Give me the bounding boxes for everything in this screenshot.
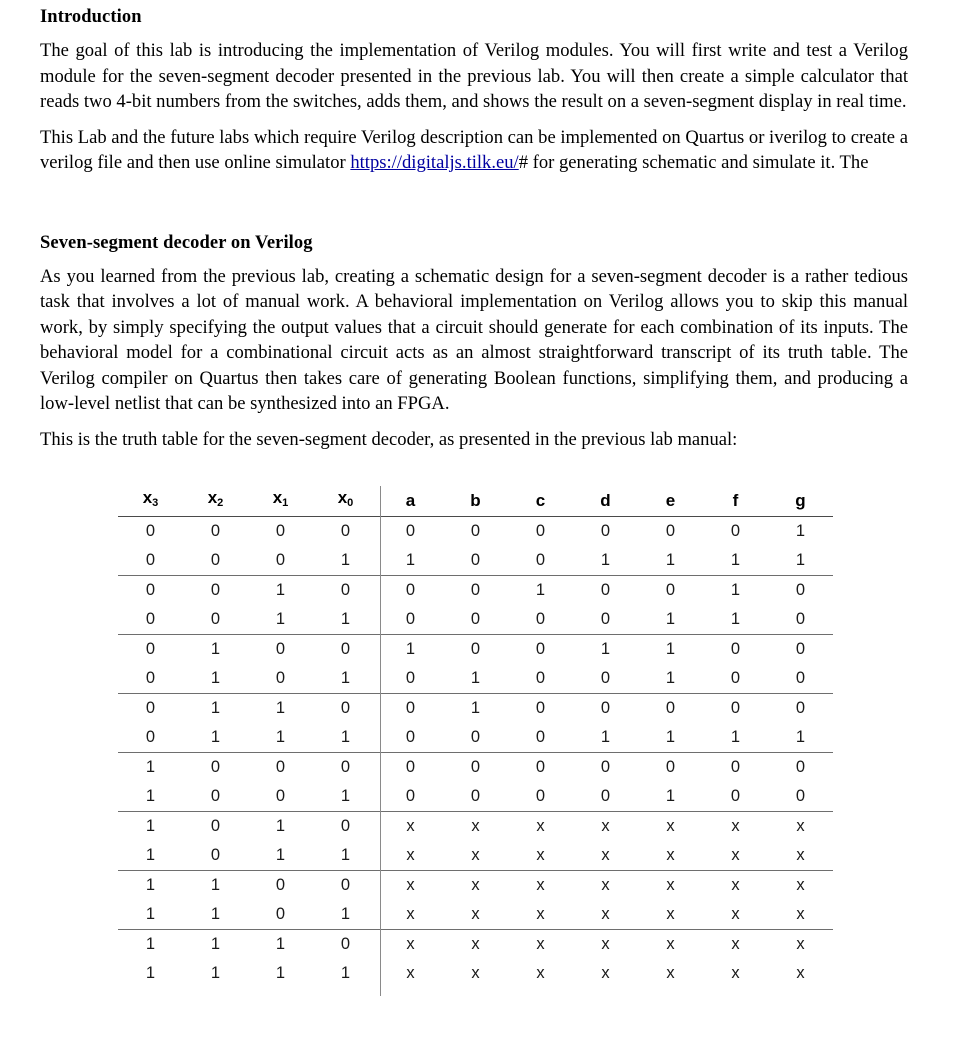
truth-table-cell-output: 0 — [795, 610, 806, 628]
truth-table-cell-output: x — [406, 817, 415, 835]
truth-table-cell-output: 0 — [405, 610, 416, 628]
truth-table-cell-output: x — [796, 846, 805, 864]
paragraph-intro-goal: The goal of this lab is introducing the implementation of Verilog modules. You will first write and test a Verilog module for the seven-segment decoder presented in the previous lab. You will then create a simple calculator that reads two 4-bit numbers from the switches, adds them, and shows the result on a seven-segment display in real time. — [40, 40, 908, 112]
truth-table-cell-input: 1 — [275, 610, 286, 628]
truth-table-cell-input: 0 — [145, 640, 156, 658]
truth-table-cell-output: x — [536, 817, 545, 835]
truth-table-cell-output: 0 — [470, 551, 481, 569]
truth-table-cell-input: 1 — [275, 935, 286, 953]
digitaljs-simulator-link[interactable]: https://digitaljs.tilk.eu/ — [350, 152, 519, 173]
truth-table-cell-input: 1 — [340, 905, 351, 923]
truth-table-cell-output: x — [731, 905, 740, 923]
truth-table-cell-input: 0 — [210, 551, 221, 569]
section-heading-seven-segment-decoder: Seven-segment decoder on Verilog — [40, 232, 313, 253]
truth-table-cell-output: x — [471, 935, 480, 953]
truth-table-cell-output: 0 — [535, 699, 546, 717]
truth-table-cell-output: 0 — [730, 787, 741, 805]
truth-table-cell-output: 1 — [730, 581, 741, 599]
truth-table-cell-output: 1 — [665, 669, 676, 687]
truth-table-row — [118, 723, 833, 753]
truth-table-cell-input: 0 — [275, 522, 286, 540]
truth-table-header-output-d: d — [600, 491, 611, 510]
truth-table-cell-output: 1 — [665, 728, 676, 746]
truth-table-cell-output: 0 — [470, 581, 481, 599]
truth-table-cell-input: 0 — [210, 581, 221, 599]
truth-table-cell-input: 1 — [210, 699, 221, 717]
truth-table-cell-output: 1 — [665, 551, 676, 569]
truth-table-cell-output: 0 — [535, 610, 546, 628]
truth-table-cell-output: 1 — [600, 640, 611, 658]
section-spacer — [40, 186, 908, 232]
truth-table-row — [118, 635, 833, 665]
truth-table-cell-output: x — [731, 935, 740, 953]
truth-table-cell-output: 0 — [665, 522, 676, 540]
truth-table-cell-output: 1 — [405, 640, 416, 658]
truth-table-cell-input: 0 — [340, 699, 351, 717]
truth-table-cell-output: 1 — [730, 551, 741, 569]
truth-table-cell-output: x — [406, 905, 415, 923]
truth-table-cell-output: x — [731, 817, 740, 835]
truth-table-cell-output: 0 — [535, 728, 546, 746]
truth-table-cell-input: 0 — [340, 876, 351, 894]
truth-table-cell-output: 0 — [470, 610, 481, 628]
paragraph-link-after: # for generating schematic and simulate it. The — [518, 152, 869, 173]
truth-table-cell-output: x — [601, 964, 610, 982]
truth-table-cell-output: x — [666, 905, 675, 923]
truth-table-row — [118, 576, 833, 606]
truth-table-container — [118, 478, 833, 988]
truth-table-cell-output: 0 — [795, 669, 806, 687]
truth-table-cell-input: 1 — [340, 846, 351, 864]
truth-table-cell-output: x — [601, 846, 610, 864]
truth-table-cell-output: x — [666, 846, 675, 864]
truth-table-row — [118, 812, 833, 842]
truth-table-cell-output: x — [601, 817, 610, 835]
truth-table-cell-input: 1 — [145, 964, 156, 982]
truth-table-cell-output: 0 — [600, 581, 611, 599]
truth-table-row — [118, 694, 833, 724]
truth-table-header-output-c: c — [535, 491, 546, 510]
truth-table-cell-output: x — [731, 846, 740, 864]
truth-table-cell-output: 0 — [600, 787, 611, 805]
truth-table-row — [118, 841, 833, 871]
header-base: x — [337, 488, 348, 507]
truth-table-cell-input: 1 — [210, 728, 221, 746]
truth-table-cell-output: x — [471, 817, 480, 835]
truth-table-cell-output: x — [536, 964, 545, 982]
truth-table-header-output-f: f — [732, 491, 739, 510]
truth-table-cell-input: 1 — [275, 846, 286, 864]
truth-table-cell-input: 1 — [210, 876, 221, 894]
truth-table-cell-output: 0 — [535, 669, 546, 687]
truth-table-row — [118, 753, 833, 783]
truth-table-cell-output: 1 — [795, 551, 806, 569]
truth-table-cell-input: 0 — [145, 551, 156, 569]
truth-table-header-input-x1 — [248, 478, 313, 517]
truth-table-cell-output: x — [406, 964, 415, 982]
truth-table-cell-output: x — [601, 905, 610, 923]
truth-table-cell-input: 1 — [210, 640, 221, 658]
truth-table-cell-output: 0 — [405, 787, 416, 805]
truth-table-cell-output: 0 — [535, 640, 546, 658]
truth-table-cell-input: 0 — [340, 640, 351, 658]
truth-table-cell-input: 0 — [275, 787, 286, 805]
truth-table-cell-output: x — [536, 846, 545, 864]
truth-table-cell-output: 0 — [535, 787, 546, 805]
truth-table-cell-output: x — [796, 876, 805, 894]
paragraph-link-before: This Lab and the future labs which require Verilog description can be implemented on Quartus or iverilog to create a verilog file and then use online simulator — [40, 126, 908, 173]
header-base: x — [207, 488, 218, 507]
truth-table-cell-output: 0 — [730, 669, 741, 687]
truth-table-cell-output: 0 — [600, 669, 611, 687]
truth-table-cell-output: 0 — [405, 522, 416, 540]
truth-table-cell-output: x — [666, 876, 675, 894]
truth-table-cell-input: 0 — [145, 728, 156, 746]
truth-table-cell-output: x — [406, 876, 415, 894]
truth-table-cell-output: x — [796, 964, 805, 982]
truth-table-cell-input: 1 — [340, 787, 351, 805]
truth-table-cell-output: 0 — [470, 728, 481, 746]
truth-table-header-input-x0 — [313, 478, 378, 517]
truth-table-cell-input: 0 — [145, 669, 156, 687]
truth-table-cell-input: 0 — [275, 640, 286, 658]
truth-table-cell-input: 1 — [340, 610, 351, 628]
truth-table-row — [118, 782, 833, 812]
truth-table-cell-output: 0 — [730, 699, 741, 717]
truth-table-cell-input: 0 — [275, 669, 286, 687]
truth-table-cell-output: x — [536, 935, 545, 953]
truth-table-cell-output: 0 — [795, 581, 806, 599]
truth-table-cell-output: 0 — [795, 640, 806, 658]
truth-table-cell-input: 0 — [210, 610, 221, 628]
truth-table-cell-output: x — [796, 935, 805, 953]
truth-table-cell-input: 0 — [210, 817, 221, 835]
truth-table-cell-output: x — [536, 905, 545, 923]
truth-table-row — [118, 664, 833, 694]
truth-table-cell-input: 1 — [210, 669, 221, 687]
truth-table-cell-output: x — [471, 905, 480, 923]
truth-table-cell-input: 0 — [275, 551, 286, 569]
truth-table-cell-output: 0 — [665, 699, 676, 717]
truth-table-cell-output: 0 — [470, 522, 481, 540]
truth-table-cell-output: x — [471, 876, 480, 894]
truth-table-cell-input: 1 — [145, 787, 156, 805]
truth-table-header-input-x2 — [183, 478, 248, 517]
header-subscript: 3 — [152, 497, 159, 509]
section-heading-introduction: Introduction — [40, 7, 142, 27]
truth-table-cell-input: 1 — [145, 935, 156, 953]
truth-table-cell-output: 0 — [730, 640, 741, 658]
truth-table-cell-output: 0 — [405, 581, 416, 599]
truth-table-cell-input: 1 — [340, 669, 351, 687]
truth-table-cell-output: 0 — [405, 669, 416, 687]
truth-table-head — [118, 478, 833, 517]
truth-table-cell-output: x — [731, 964, 740, 982]
truth-table-cell-output: 1 — [470, 699, 481, 717]
truth-table-cell-input: 0 — [210, 758, 221, 776]
truth-table-cell-output: x — [406, 935, 415, 953]
truth-table-cell-output: x — [666, 964, 675, 982]
truth-table-cell-output: 1 — [535, 581, 546, 599]
truth-table-row — [118, 959, 833, 988]
truth-table-cell-input: 0 — [145, 581, 156, 599]
paragraph-link — [40, 125, 908, 176]
truth-table-cell-output: 0 — [795, 787, 806, 805]
table-spacer — [40, 462, 908, 478]
document-content — [40, 6, 908, 988]
truth-table-cell-input: 0 — [340, 935, 351, 953]
truth-table-cell-output: 0 — [470, 787, 481, 805]
truth-table-cell-input: 0 — [340, 581, 351, 599]
paragraph-truth-table-intro: This is the truth table for the seven-segment decoder, as presented in the previous lab manual: — [40, 428, 738, 450]
truth-table-cell-output: 0 — [730, 522, 741, 540]
truth-table-header-output-a: a — [405, 491, 416, 510]
truth-table-cell-output: x — [796, 817, 805, 835]
truth-table-cell-output: 0 — [470, 758, 481, 776]
truth-table-cell-output: 0 — [535, 522, 546, 540]
truth-table-cell-output: 0 — [535, 551, 546, 569]
truth-table-cell-output: 1 — [470, 669, 481, 687]
truth-table-cell-output: 0 — [600, 758, 611, 776]
truth-table-cell-output: 0 — [535, 758, 546, 776]
truth-table-cell-output: 0 — [405, 758, 416, 776]
truth-table-cell-input: 1 — [275, 581, 286, 599]
truth-table-cell-input: 1 — [275, 964, 286, 982]
truth-table-header-output-b: b — [470, 491, 481, 510]
truth-table-cell-input: 1 — [275, 817, 286, 835]
truth-table-cell-output: x — [471, 964, 480, 982]
truth-table-cell-output: 1 — [730, 728, 741, 746]
truth-table-cell-input: 1 — [145, 758, 156, 776]
truth-table-cell-input: 0 — [210, 787, 221, 805]
header-base: x — [142, 488, 153, 507]
truth-table-cell-output: 0 — [600, 610, 611, 628]
truth-table-cell-output: 1 — [730, 610, 741, 628]
truth-table-cell-output: x — [601, 876, 610, 894]
input-output-divider — [380, 486, 381, 996]
truth-table-cell-input: 0 — [145, 699, 156, 717]
truth-table-row — [118, 871, 833, 901]
header-subscript: 1 — [282, 497, 289, 509]
truth-table-cell-input: 1 — [275, 699, 286, 717]
truth-table-row — [118, 900, 833, 930]
truth-table-cell-input: 1 — [145, 817, 156, 835]
header-subscript: 2 — [217, 497, 224, 509]
truth-table-cell-output: 0 — [665, 581, 676, 599]
truth-table-cell-output: 0 — [600, 522, 611, 540]
truth-table-header-input-x3 — [118, 478, 183, 517]
truth-table-cell-input: 1 — [340, 551, 351, 569]
truth-table-cell-output: 1 — [795, 522, 806, 540]
truth-table-cell-output: x — [406, 846, 415, 864]
truth-table-cell-input: 0 — [210, 846, 221, 864]
truth-table-cell-output: x — [536, 876, 545, 894]
truth-table-cell-output: x — [796, 905, 805, 923]
truth-table-cell-input: 0 — [275, 758, 286, 776]
truth-table-cell-output: 0 — [405, 699, 416, 717]
truth-table-cell-input: 0 — [275, 905, 286, 923]
truth-table-cell-output: 0 — [470, 640, 481, 658]
truth-table-cell-output: x — [731, 876, 740, 894]
truth-table-cell-input: 1 — [340, 728, 351, 746]
truth-table-cell-input: 1 — [210, 935, 221, 953]
truth-table-cell-input: 0 — [340, 817, 351, 835]
truth-table-row — [118, 930, 833, 960]
truth-table-cell-output: 1 — [795, 728, 806, 746]
header-subscript: 0 — [347, 497, 354, 509]
truth-table-cell-input: 0 — [145, 522, 156, 540]
seven-segment-truth-table — [118, 478, 833, 988]
truth-table-cell-output: x — [471, 846, 480, 864]
truth-table-header-output-g: g — [795, 491, 806, 510]
truth-table-cell-output: 1 — [600, 551, 611, 569]
truth-table-cell-output: 1 — [665, 787, 676, 805]
truth-table-cell-input: 1 — [145, 876, 156, 894]
truth-table-cell-output: 0 — [730, 758, 741, 776]
truth-table-cell-input: 1 — [210, 905, 221, 923]
truth-table-cell-input: 0 — [340, 758, 351, 776]
truth-table-cell-input: 1 — [210, 964, 221, 982]
truth-table-cell-input: 0 — [275, 876, 286, 894]
truth-table-cell-input: 0 — [340, 522, 351, 540]
truth-table-row — [118, 517, 833, 547]
truth-table-cell-output: 0 — [405, 728, 416, 746]
truth-table-cell-output: x — [666, 935, 675, 953]
truth-table-cell-output: x — [666, 817, 675, 835]
truth-table-row — [118, 546, 833, 576]
header-base: x — [272, 488, 283, 507]
truth-table-header-output-e: e — [665, 491, 676, 510]
truth-table-cell-output: 1 — [665, 640, 676, 658]
truth-table-cell-output: 0 — [600, 699, 611, 717]
truth-table-cell-output: 0 — [665, 758, 676, 776]
truth-table-cell-input: 1 — [340, 964, 351, 982]
truth-table-cell-output: 1 — [405, 551, 416, 569]
truth-table-body — [118, 517, 833, 989]
truth-table-cell-output: x — [601, 935, 610, 953]
truth-table-cell-input: 1 — [145, 846, 156, 864]
truth-table-cell-input: 0 — [145, 610, 156, 628]
truth-table-row — [118, 605, 833, 635]
truth-table-cell-output: 0 — [795, 758, 806, 776]
truth-table-cell-output: 1 — [665, 610, 676, 628]
truth-table-cell-input: 1 — [275, 728, 286, 746]
truth-table-header-row — [118, 478, 833, 517]
paragraph-behavioral-description: As you learned from the previous lab, creating a schematic design for a seven-segment decoder is a rather tedious task that involves a lot of manual work. A behavioral implementation on Verilog allows you to skip this manual work, by simply specifying the output values that a circuit should generate for each combination of its inputs. The behavioral model for a combinational circuit acts as an almost straightforward transcript of its truth table. The Verilog compiler on Quartus then takes care of generating Boolean functions, simplifying them, and producing a low-level netlist that can be synthesized into an FPGA. — [40, 265, 908, 414]
truth-table-cell-input: 0 — [210, 522, 221, 540]
truth-table-cell-output: 0 — [795, 699, 806, 717]
truth-table-cell-input: 1 — [145, 905, 156, 923]
truth-table-cell-output: 1 — [600, 728, 611, 746]
